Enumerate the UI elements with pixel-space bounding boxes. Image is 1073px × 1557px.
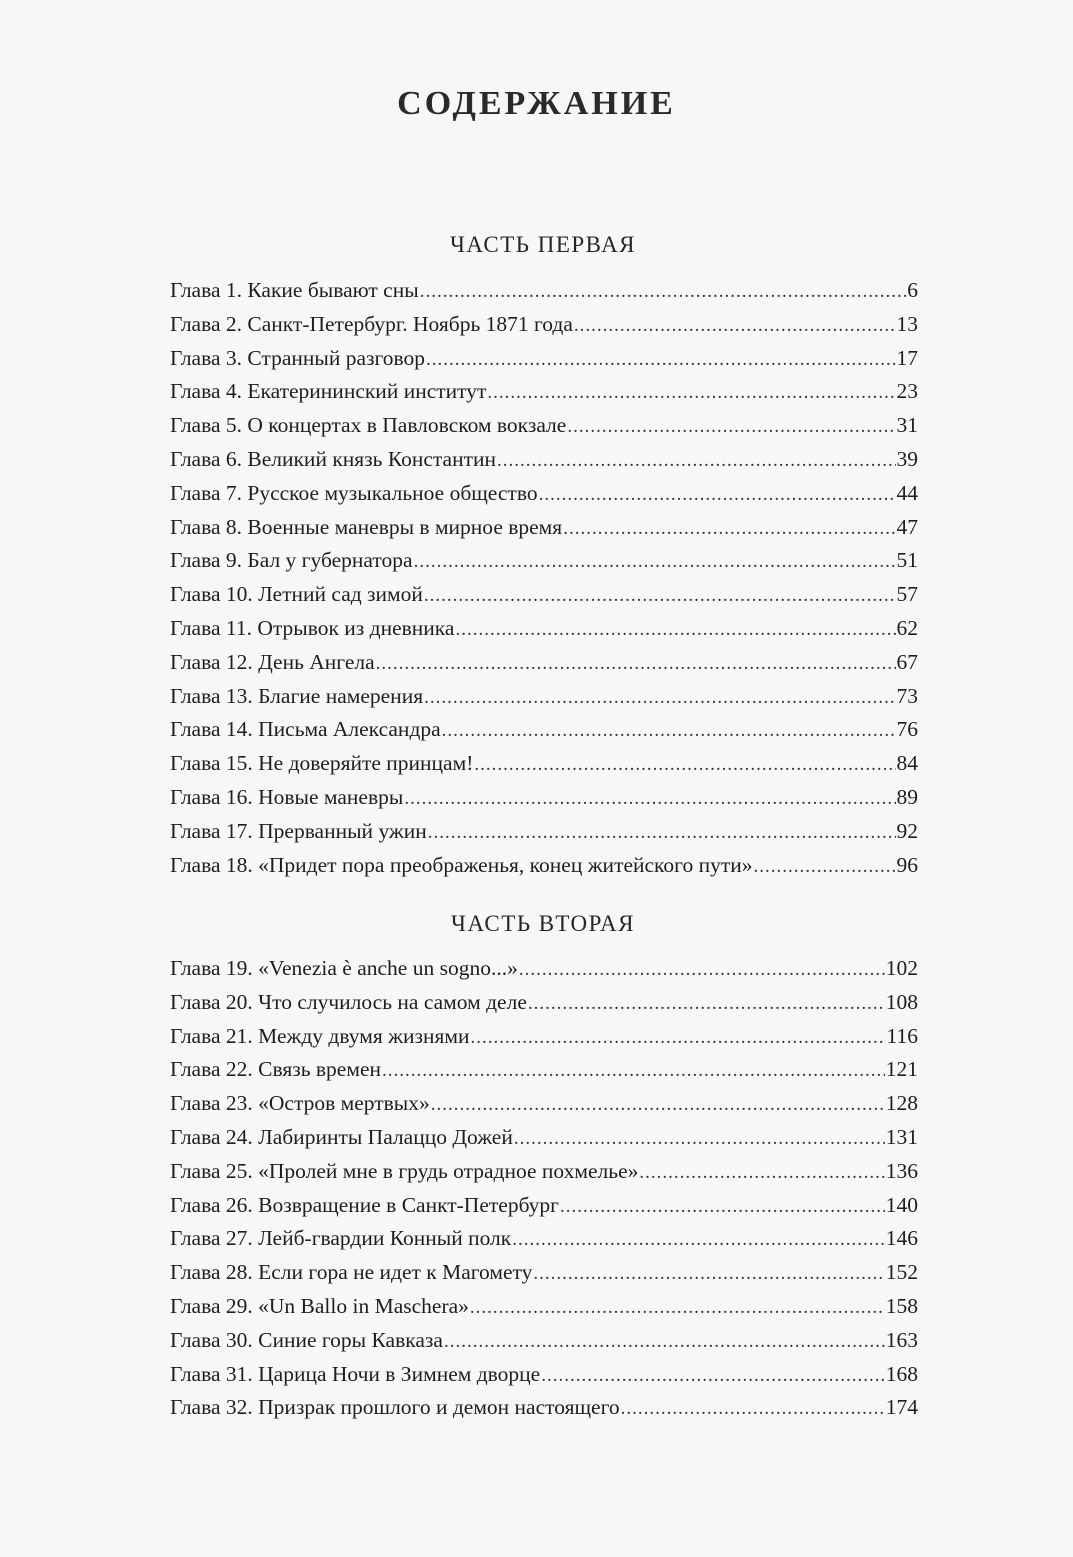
toc-entry[interactable] (170, 1189, 918, 1223)
toc-entry[interactable] (170, 1020, 918, 1054)
page-number: 121 (885, 1057, 918, 1082)
dot-leader (382, 1054, 885, 1088)
dot-leader (567, 410, 895, 444)
page-number: 17 (896, 345, 918, 370)
page-number: 13 (896, 311, 918, 336)
dot-leader (519, 953, 885, 987)
chapter-title: Глава 9. Бал у губернатора (170, 548, 413, 573)
toc-entry[interactable] (170, 308, 918, 342)
page-number: 116 (886, 1023, 918, 1048)
page-number: 39 (896, 446, 918, 471)
page-title: СОДЕРЖАНИЕ (397, 85, 676, 122)
dot-leader (539, 478, 896, 512)
toc-entry[interactable] (170, 544, 918, 578)
chapter-title: Глава 12. День Ангела (170, 649, 375, 674)
dot-leader (528, 987, 885, 1021)
toc-entry[interactable] (170, 443, 918, 477)
dot-leader (541, 1359, 885, 1393)
dot-leader (563, 512, 895, 546)
page-number: 158 (885, 1293, 918, 1318)
page-number: 168 (885, 1361, 918, 1386)
chapter-title: Глава 28. Если гора не идет к Магомету (170, 1260, 533, 1285)
chapter-title: Глава 26. Возвращение в Санкт-Петербург (170, 1192, 560, 1217)
toc-entry[interactable] (170, 409, 918, 443)
dot-leader (753, 850, 895, 884)
chapter-title: Глава 29. «Un Ballo in Maschera» (170, 1293, 469, 1318)
part-1-heading: ЧАСТЬ ПЕРВАЯ (449, 232, 637, 257)
toc-entry[interactable] (170, 1053, 918, 1087)
toc-entry[interactable] (170, 511, 918, 545)
page-number: 67 (896, 649, 918, 674)
chapter-title: Глава 21. Между двумя жизнями (170, 1023, 470, 1048)
page-number: 102 (885, 956, 918, 980)
dot-leader (497, 444, 895, 478)
dot-leader (428, 816, 896, 850)
toc-entry[interactable] (170, 578, 918, 612)
dot-leader (426, 343, 895, 377)
toc-entry[interactable] (170, 747, 918, 781)
page-number: 84 (896, 751, 918, 776)
toc-entry[interactable] (170, 1222, 918, 1256)
toc-entry[interactable] (170, 781, 918, 815)
chapter-title: Глава 27. Лейб-гвардии Конный полк (170, 1226, 512, 1251)
page-number: 146 (885, 1226, 918, 1251)
part-2-entry-list (170, 952, 918, 1425)
chapter-title: Глава 32. Призрак прошлого и демон настоящего (170, 1395, 620, 1420)
chapter-title: Глава 6. Великий князь Константин (170, 446, 497, 471)
dot-leader (376, 647, 896, 681)
page-number: 174 (885, 1395, 918, 1420)
part-2-heading: ЧАСТЬ ВТОРАЯ (451, 911, 635, 936)
toc-entry[interactable] (170, 1391, 918, 1425)
page-number: 44 (896, 480, 918, 505)
page-number: 96 (896, 852, 918, 877)
dot-leader (574, 309, 896, 343)
chapter-title: Глава 5. О концертах в Павловском вокзале (170, 413, 567, 438)
page-number: 76 (896, 717, 918, 742)
toc-entry[interactable] (170, 1121, 918, 1155)
toc-entry[interactable] (170, 612, 918, 646)
chapter-title: Глава 8. Военные маневры в мирное время (170, 514, 563, 539)
page-number: 6 (907, 278, 918, 302)
toc-entry[interactable] (170, 1087, 918, 1121)
toc-entry[interactable] (170, 477, 918, 511)
toc-entry[interactable] (170, 849, 918, 883)
chapter-title: Глава 10. Летний сад зимой (170, 582, 423, 607)
dot-leader (514, 1122, 885, 1156)
page-number: 131 (885, 1124, 918, 1149)
chapter-title: Глава 13. Благие намерения (170, 683, 424, 708)
chapter-title: Глава 18. «Придет пора преображенья, конец житейского пути» (170, 852, 753, 877)
chapter-title: Глава 19. «Venezia è anche un sogno...» (170, 956, 518, 980)
dot-leader (431, 1088, 885, 1122)
chapter-title: Глава 14. Письма Александра (170, 717, 441, 742)
dot-leader (470, 1021, 885, 1055)
page-number: 108 (885, 989, 918, 1014)
chapter-title: Глава 24. Лабиринты Палаццо Дожей (170, 1124, 513, 1149)
dot-leader (470, 1291, 885, 1325)
chapter-title: Глава 11. Отрывок из дневника (170, 615, 455, 640)
dot-leader (414, 545, 896, 579)
chapter-title: Глава 22. Связь времен (170, 1057, 381, 1082)
toc-entry[interactable] (170, 342, 918, 376)
toc-entry[interactable] (170, 1324, 918, 1358)
part-1-entry-list (170, 274, 918, 882)
toc-entry[interactable] (170, 680, 918, 714)
page-number: 23 (896, 379, 918, 404)
chapter-title: Глава 25. «Пролей мне в грудь отрадное похмелье» (170, 1158, 639, 1183)
page-number: 163 (885, 1327, 918, 1352)
toc-entry[interactable] (170, 646, 918, 680)
toc-entry[interactable] (170, 1256, 918, 1290)
chapter-title: Глава 31. Царица Ночи в Зимнем дворце (170, 1361, 541, 1386)
page-number: 31 (896, 413, 918, 438)
chapter-title: Глава 30. Синие горы Кавказа (170, 1327, 443, 1352)
page-number: 73 (896, 683, 918, 708)
dot-leader (424, 681, 895, 715)
page-number: 62 (896, 615, 918, 640)
dot-leader (560, 1190, 885, 1224)
toc-entry[interactable] (170, 815, 918, 849)
toc-entry[interactable] (170, 1358, 918, 1392)
chapter-title: Глава 1. Какие бывают сны (170, 278, 419, 302)
toc-entry[interactable] (170, 1155, 918, 1189)
chapter-title: Глава 23. «Остров мертвых» (170, 1091, 430, 1116)
page-number: 136 (885, 1158, 918, 1183)
toc-entry[interactable] (170, 713, 918, 747)
dot-leader (404, 782, 895, 816)
dot-leader (455, 613, 895, 647)
page-number: 89 (896, 784, 918, 809)
chapter-title: Глава 15. Не доверяйте принцам! (170, 751, 474, 776)
page-number: 128 (885, 1091, 918, 1116)
page-number: 92 (896, 818, 918, 843)
dot-leader (621, 1392, 885, 1426)
chapter-title: Глава 4. Екатерининский институт (170, 379, 487, 404)
dot-leader (533, 1257, 884, 1291)
toc-entry[interactable] (170, 274, 918, 308)
page-number: 51 (896, 548, 918, 573)
toc-entry[interactable] (170, 375, 918, 409)
toc-entry[interactable] (170, 1290, 918, 1324)
dot-leader (512, 1223, 885, 1257)
dot-leader (420, 275, 907, 309)
toc-entry[interactable] (170, 986, 918, 1020)
chapter-title: Глава 20. Что случилось на самом деле (170, 989, 527, 1014)
page-number: 57 (896, 582, 918, 607)
toc-entry[interactable] (170, 952, 918, 986)
dot-leader (442, 714, 896, 748)
dot-leader (639, 1156, 884, 1190)
chapter-title: Глава 17. Прерванный ужин (170, 818, 427, 843)
chapter-title: Глава 3. Странный разговор (170, 345, 426, 370)
page-number: 140 (885, 1192, 918, 1217)
page-number: 152 (885, 1260, 918, 1285)
dot-leader (487, 376, 895, 410)
dot-leader (424, 579, 896, 613)
dot-leader (444, 1325, 885, 1359)
chapter-title: Глава 7. Русское музыкальное общество (170, 480, 538, 505)
dot-leader (474, 748, 895, 782)
page-number: 47 (896, 514, 918, 539)
chapter-title: Глава 2. Санкт-Петербург. Ноябрь 1871 года (170, 311, 573, 336)
chapter-title: Глава 16. Новые маневры (170, 784, 404, 809)
